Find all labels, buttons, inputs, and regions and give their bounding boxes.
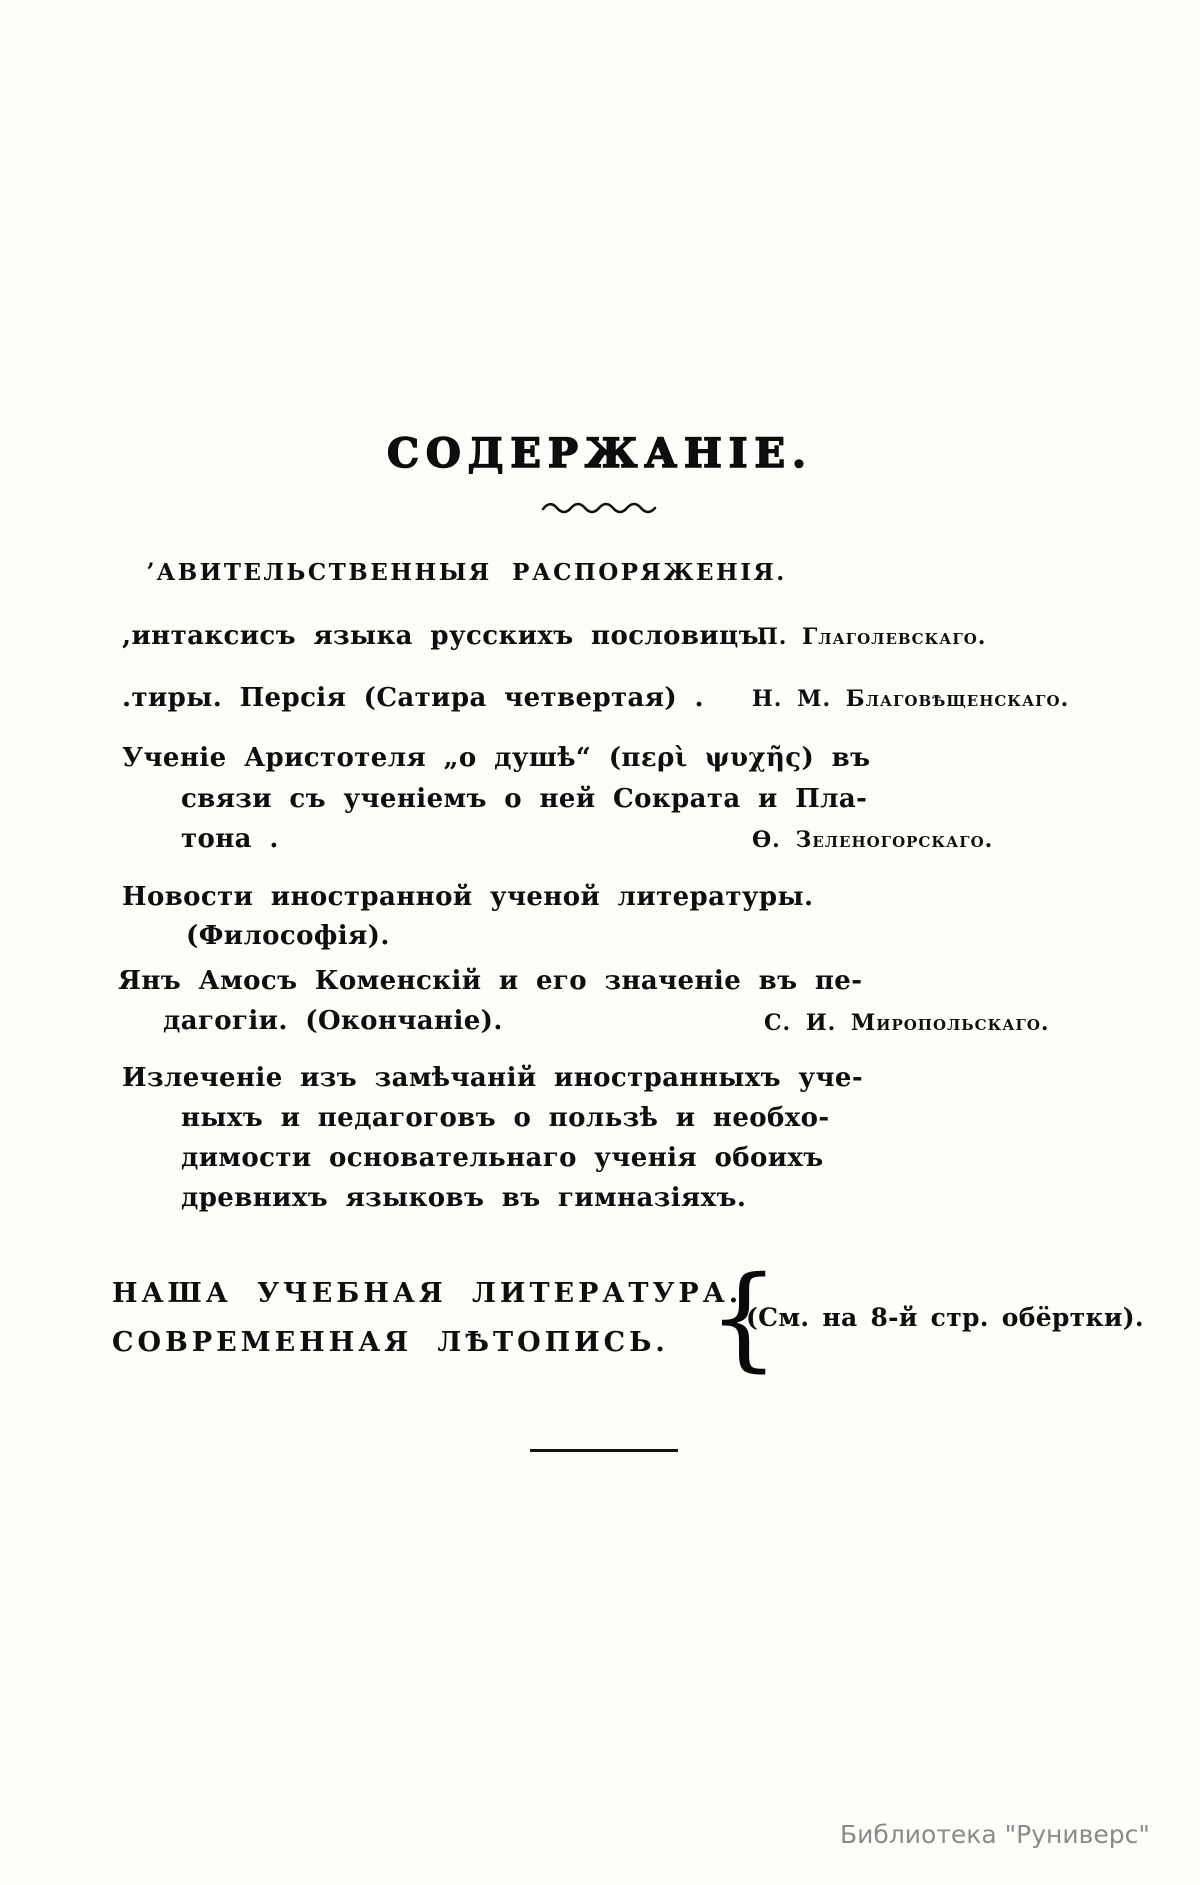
watermark: Библиотека "Руниверс" bbox=[840, 1820, 1150, 1849]
toc-entry-author: Н. М. Благовѣщенскаго. bbox=[752, 686, 1070, 712]
toc-entry-line: древнихъ языковъ въ гимназіяхъ. bbox=[181, 1183, 747, 1213]
toc-entry-line: Янъ Амосъ Коменскій и его значеніе въ пе- bbox=[118, 966, 863, 996]
toc-entry-line: связи съ ученіемъ о ней Сократа и Пла- bbox=[181, 784, 868, 814]
toc-entry-author: С. И. Миропольскаго. bbox=[764, 1010, 1050, 1036]
toc-entry-author: Ѳ. Зеленогорскаго. bbox=[752, 827, 994, 853]
toc-entry-line: дагогіи. (Окончаніе). bbox=[163, 1006, 503, 1036]
toc-entry-line: .тиры. Персія (Сатира четвертая) . bbox=[122, 683, 704, 713]
toc-entry-line: Новости иностранной ученой литературы. bbox=[122, 882, 814, 912]
footer-brace: { bbox=[708, 1253, 780, 1383]
toc-entry-author: П. Глаголевскаго. bbox=[757, 624, 987, 650]
footer-item-contemporary-chronicle: СОВРЕМЕННАЯ ЛѢТОПИСЬ. bbox=[112, 1327, 669, 1358]
toc-entry-line: ныхъ и педагоговъ о пользѣ и необхо- bbox=[181, 1103, 830, 1133]
divider-rule bbox=[530, 1449, 678, 1452]
toc-entry-line: тона . bbox=[181, 824, 279, 854]
page-title: СОДЕРЖАНІЕ. bbox=[387, 430, 813, 477]
toc-entry-line: димости основательнаго ученія обоихъ bbox=[181, 1143, 824, 1173]
toc-entry-line: Ученіе Аристотеля „о душѣ“ (περὶ ψυχῆς) въ bbox=[122, 743, 871, 773]
section-header-government-orders: ʼАВИТЕЛЬСТВЕННЫЯ РАСПОРЯЖЕНІЯ. bbox=[146, 559, 787, 586]
footer-note: (См. на 8-й стр. обёртки). bbox=[746, 1303, 1144, 1332]
wave-divider-icon bbox=[540, 500, 658, 520]
toc-entry-line: Излеченіе изъ замѣчаній иностранныхъ уче- bbox=[122, 1063, 864, 1093]
footer-item-educational-literature: НАША УЧЕБНАЯ ЛИТЕРАТУРА. bbox=[112, 1278, 743, 1309]
toc-entry-line: ,интаксисъ языка русскихъ пословицъ. bbox=[122, 621, 769, 651]
toc-entry-line: (Философія). bbox=[186, 921, 390, 951]
